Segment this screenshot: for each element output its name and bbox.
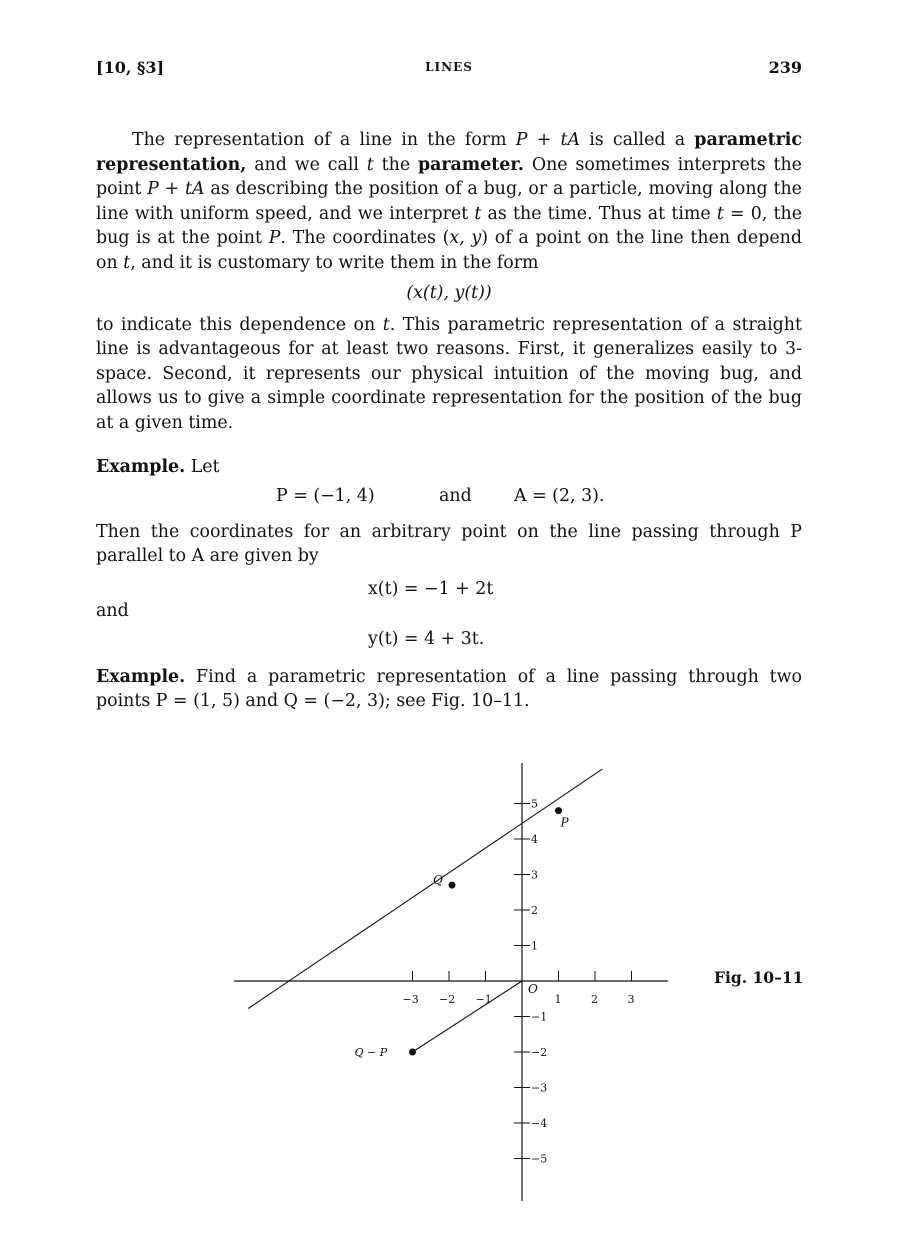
- point-q: [449, 882, 456, 889]
- label-q-minus-p: Q − P: [354, 1046, 388, 1059]
- and-line: and: [96, 600, 129, 621]
- point-q-minus-p: [409, 1049, 416, 1056]
- example-label: Example.: [96, 457, 186, 477]
- x-tick-label: 3: [627, 993, 635, 1006]
- y-tick-label: 5: [531, 797, 538, 811]
- example-1-statement: Then the coordinates for an arbitrary point on the line passing through P parallel to A are given by: [96, 521, 802, 566]
- equation-x: x(t) = −1 + 2t: [368, 578, 494, 599]
- running-title: LINES: [425, 60, 473, 74]
- equation-xt-yt: (x(t), y(t)): [406, 283, 492, 303]
- x-tick-label: −2: [439, 993, 456, 1006]
- figure-caption: Fig. 10–11: [714, 968, 804, 987]
- equation-y: y(t) = 4 + 3t.: [368, 628, 485, 649]
- y-tick-label: −3: [531, 1081, 548, 1095]
- y-tick-label: 3: [531, 868, 538, 882]
- paragraph-advantages: to indicate this dependence on t. This parametric representation of a straight line is advantageous for at least two reasons. First, it generalizes easily to 3-space. Second, it represents our physical intuition of the moving bug, and allows us to give a simple coordinate representation for the position of the bug at a given time.: [96, 314, 802, 433]
- equation-p-a: P = (−1, 4) and A = (2, 3).: [276, 485, 605, 506]
- vector-q-minus-p: [413, 981, 523, 1052]
- y-tick-label: 2: [531, 904, 538, 917]
- y-tick-label: −2: [531, 1046, 548, 1059]
- example-label: Example.: [96, 666, 186, 687]
- label-p: P: [560, 815, 569, 830]
- y-tick-label: 1: [531, 939, 538, 953]
- line-through-q-p: [248, 769, 602, 1008]
- page-body: [96, 128, 802, 714]
- y-tick-label: −4: [531, 1117, 548, 1130]
- origin-label: O: [528, 982, 538, 996]
- page-header: [96, 58, 802, 82]
- figure-10-11: [96, 755, 802, 1225]
- paragraph-parametric: The representation of a line in the form P + tA is called a parametric representation, and we call t the parameter. One sometimes interprets the point P + tA as describing the position of a bug, or a particle, moving along the line with uniform speed, and we interpret t as the time. Thus at time t = 0, the bug is at the point P. The coordinates (x, y) of a point on the line then depend on t, and it is customary to write them in the form: [96, 130, 802, 273]
- point-p: [555, 807, 562, 814]
- y-tick-label: −5: [531, 1152, 548, 1166]
- example-2: Example. Find a parametric representation of a line passing through two points P = (1, 5) and Q = (−2, 3); see Fig. 10–11.: [96, 666, 802, 711]
- y-tick-label: −1: [531, 1010, 548, 1024]
- label-q: Q: [433, 873, 443, 888]
- x-tick-label: 1: [554, 993, 562, 1006]
- x-tick-label: −1: [475, 993, 492, 1006]
- page-number: 239: [768, 58, 802, 77]
- example-1: Example. Let P = (−1, 4) and A = (2, 3). Then the coordinates for an arbitrary point on the line passing through P parallel to A are given by x(t) = −1 + 2t and y(t) = 4 + 3t.: [96, 457, 802, 649]
- y-tick-label: 4: [531, 833, 538, 846]
- section-ref: [10, §3]: [96, 58, 165, 77]
- x-tick-label: −3: [402, 993, 419, 1006]
- x-tick-label: 2: [591, 993, 598, 1006]
